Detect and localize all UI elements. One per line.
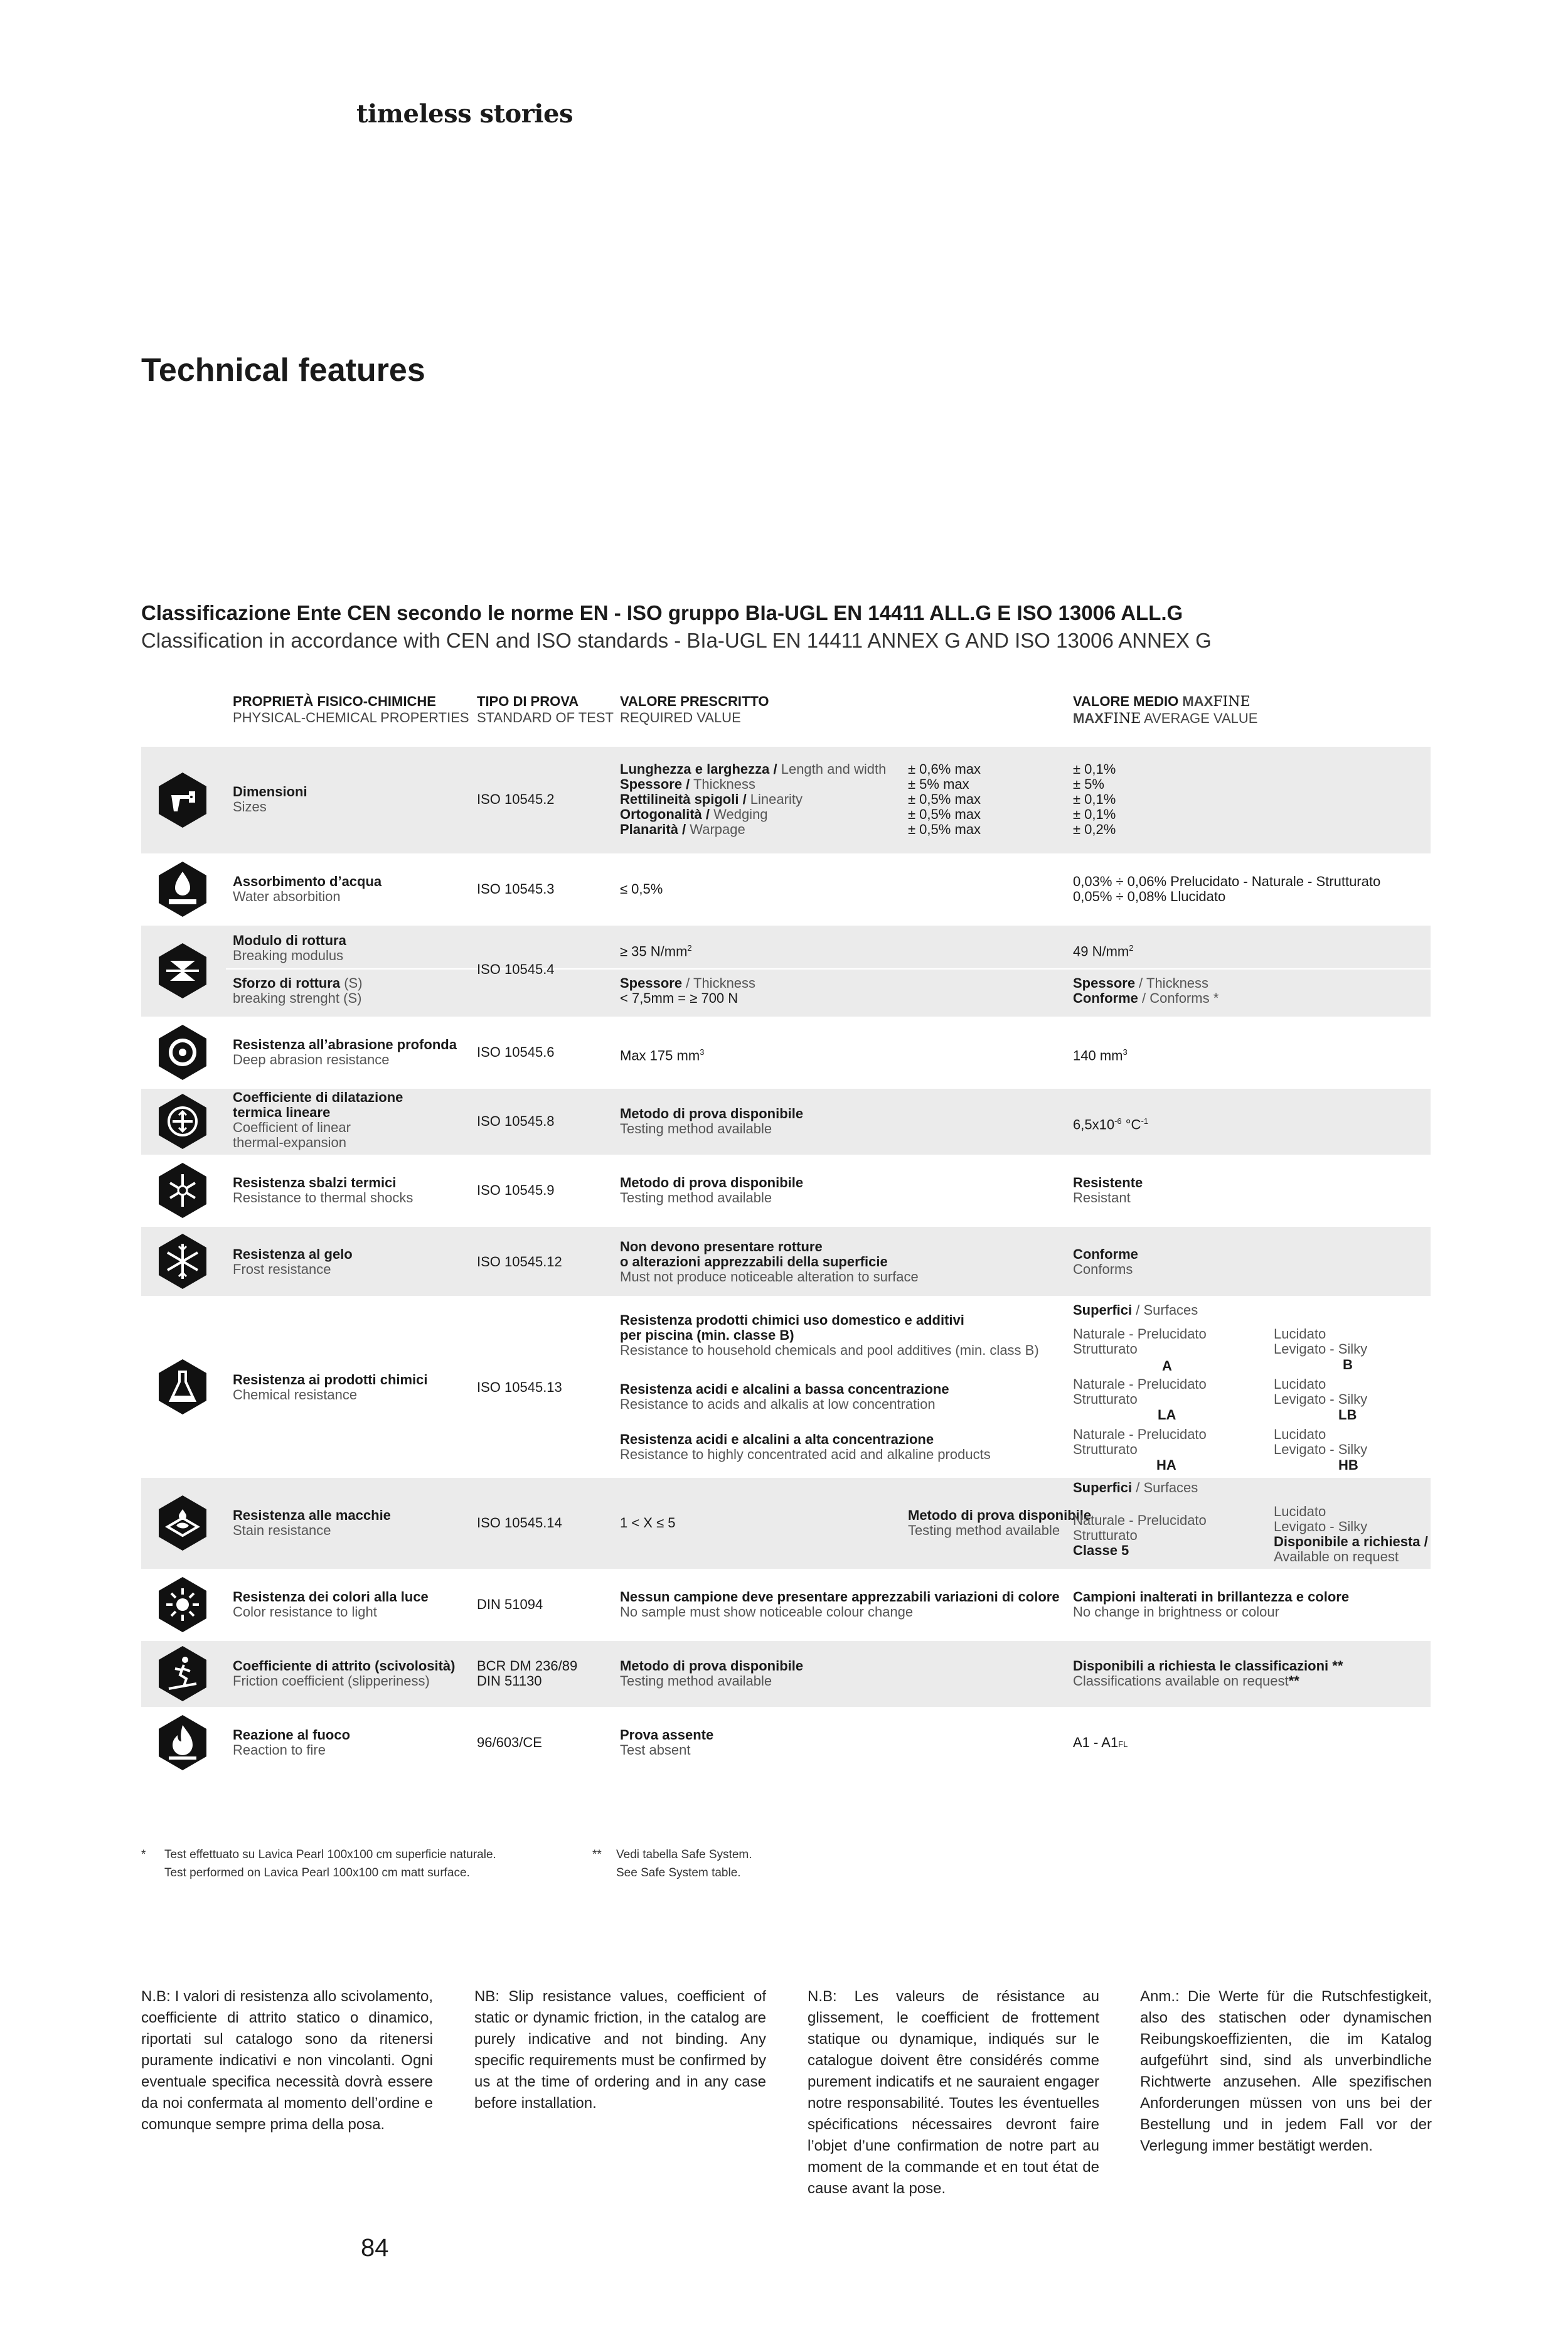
thermal-name-en-2: thermal-expansion bbox=[233, 1135, 346, 1150]
chem-g2-left-cls: HA bbox=[1156, 1457, 1176, 1473]
thermal-name-it-1: Coefficiente di dilatazione bbox=[233, 1089, 403, 1105]
header-test-en: STANDARD OF TEST bbox=[477, 710, 614, 725]
stain-left1: Naturale - Prelucidato bbox=[1073, 1512, 1207, 1528]
fire-req-en: Test absent bbox=[620, 1742, 691, 1758]
chem-g0-right2: Levigato - Silky bbox=[1274, 1341, 1368, 1357]
stain-right4: Available on request bbox=[1274, 1549, 1399, 1564]
break-name-en: Breaking modulus bbox=[233, 948, 344, 963]
stain-right1: Lucidato bbox=[1274, 1504, 1326, 1519]
chem-g0-left2: Strutturato bbox=[1073, 1341, 1138, 1357]
break-test: ISO 10545.4 bbox=[477, 961, 555, 977]
abr-req-sup: 3 bbox=[700, 1047, 705, 1057]
dim-req-4: ± 0,5% max bbox=[908, 821, 981, 837]
dim-average-values bbox=[1073, 762, 1116, 837]
abr-avg: 140 mm bbox=[1073, 1047, 1123, 1064]
dim-req-3: ± 0,5% max bbox=[908, 806, 981, 822]
row-divider bbox=[226, 968, 1431, 970]
header-average-en: AVERAGE VALUE bbox=[1144, 710, 1258, 726]
fire-name-en: Reaction to fire bbox=[233, 1742, 326, 1758]
dim-line-0-it: Lunghezza e larghezza / bbox=[620, 761, 777, 777]
chem-g1-right1: Lucidato bbox=[1274, 1376, 1326, 1392]
break-avg-2b-en: / Conforms * bbox=[1138, 990, 1219, 1006]
chem-g0-it1: Resistenza prodotti chimici uso domestico e additivi bbox=[620, 1312, 964, 1328]
chem-g2-left1: Naturale - Prelucidato bbox=[1073, 1426, 1207, 1442]
frost-name-it: Resistenza al gelo bbox=[233, 1246, 353, 1262]
stain-test: ISO 10545.14 bbox=[477, 1515, 562, 1531]
stain-name-en: Stain resistance bbox=[233, 1522, 331, 1538]
caliper-icon bbox=[157, 771, 208, 829]
chem-g1-right-cls: LB bbox=[1338, 1407, 1357, 1423]
brand-logo: timeless stories bbox=[356, 99, 573, 129]
footnote-2-it: Vedi tabella Safe System. bbox=[616, 1848, 752, 1861]
dim-req-0: ± 0,6% max bbox=[908, 761, 981, 777]
chem-g0-right-cls: B bbox=[1343, 1357, 1353, 1372]
snowflake-icon bbox=[157, 1232, 208, 1290]
chem-surf-it: Superfici bbox=[1073, 1302, 1133, 1318]
light-req-en: No sample must show noticeable colour change bbox=[620, 1604, 914, 1620]
row-fire-reaction bbox=[141, 1710, 1431, 1776]
break-name2-s2: (S) bbox=[339, 990, 362, 1006]
frost-avg-it: Conforme bbox=[1073, 1246, 1138, 1262]
chem-g1-left-cls: LA bbox=[1158, 1407, 1176, 1423]
classification-en: Classification in accordance with CEN and ISO standards - BIa-UGL EN 14411 ANNEX G AND ISO 13006 ANNEX G bbox=[141, 629, 1212, 652]
stain-req: 1 < X ≤ 5 bbox=[620, 1515, 676, 1531]
footnote-1-mark: * bbox=[141, 1848, 146, 1861]
dim-line-2-it: Rettilineità spigoli / bbox=[620, 791, 747, 807]
water-drop-icon bbox=[157, 860, 208, 918]
fire-name-it: Reazione al fuoco bbox=[233, 1727, 351, 1743]
abr-name-en: Deep abrasion resistance bbox=[233, 1052, 390, 1067]
abrasion-wheel-icon bbox=[157, 1024, 208, 1081]
shock-req-it: Metodo di prova disponibile bbox=[620, 1175, 804, 1190]
shock-avg-it: Resistente bbox=[1073, 1175, 1143, 1190]
dim-avg-2: ± 0,1% bbox=[1073, 791, 1116, 807]
header-properties bbox=[233, 693, 469, 726]
break-avg-2b-it: Conforme bbox=[1073, 990, 1138, 1006]
break-req-1-sup: 2 bbox=[687, 943, 692, 953]
classification-it: Classificazione Ente CEN secondo le norme EN - ISO gruppo BIa-UGL EN 14411 ALL.G E ISO 13006 ALL.G bbox=[141, 601, 1183, 624]
row-stain-resistance bbox=[141, 1478, 1431, 1569]
break-name2-en: breaking strenght bbox=[233, 990, 339, 1006]
abr-test: ISO 10545.6 bbox=[477, 1044, 555, 1060]
light-avg-it: Campioni inalterati in brillantezza e colore bbox=[1073, 1589, 1350, 1605]
stain-right2: Levigato - Silky bbox=[1274, 1519, 1368, 1534]
frost-req-it-1: Non devono presentare rotture bbox=[620, 1239, 823, 1254]
shock-name-it: Resistenza sbalzi termici bbox=[233, 1175, 397, 1190]
header-required-it: VALORE PRESCRITTO bbox=[620, 693, 769, 709]
dim-line-1-en: Thickness bbox=[690, 776, 756, 792]
light-avg-en: No change in brightness or colour bbox=[1073, 1604, 1279, 1620]
dim-name-en: Sizes bbox=[233, 799, 267, 815]
dim-req-1: ± 5% max bbox=[908, 776, 969, 792]
flask-icon bbox=[157, 1358, 208, 1416]
light-req-it: Nessun campione deve presentare apprezzabili variazioni di colore bbox=[620, 1589, 1060, 1605]
chem-g2-en: Resistance to highly concentrated acid and alkaline products bbox=[620, 1446, 991, 1462]
brand-max: MAX bbox=[1182, 693, 1213, 709]
note-german: Anm.: Die Werte für die Rutschfestigkeit, also des statischen oder dynamischen Reibungskoeffizienten, die im Katalog aufgeführt sind, sind als unverbindliche Richtwerte anzusehen. Alle spezifischen Anforderungen müssen von uns bei der Bestellung und in jedem Fall vor der Verlegung immer bestätigt werden. bbox=[1140, 1988, 1432, 2154]
stain-right3: Disponibile a richiesta / bbox=[1274, 1534, 1428, 1549]
break-req-2-en: / Thickness bbox=[682, 975, 756, 991]
brand-fine-2: FINE bbox=[1103, 711, 1141, 727]
header-required-en: REQUIRED VALUE bbox=[620, 710, 741, 725]
chem-g1-left2: Strutturato bbox=[1073, 1391, 1138, 1407]
light-test: DIN 51094 bbox=[477, 1596, 543, 1612]
sun-icon bbox=[157, 1576, 208, 1633]
shock-avg-en: Resistant bbox=[1073, 1190, 1131, 1205]
thermal-name-it-2: termica lineare bbox=[233, 1104, 331, 1120]
header-average bbox=[1073, 693, 1257, 727]
header-properties-en: PHYSICAL-CHEMICAL PROPERTIES bbox=[233, 710, 469, 725]
slip-person-icon bbox=[157, 1645, 208, 1703]
fire-avg: A1 - A1 bbox=[1073, 1735, 1119, 1750]
break-avg-1-sup: 2 bbox=[1129, 943, 1134, 953]
footnote-1 bbox=[164, 1846, 496, 1882]
dim-required-values bbox=[908, 762, 981, 837]
dim-avg-4: ± 0,2% bbox=[1073, 821, 1116, 837]
thermal-req-en: Testing method available bbox=[620, 1121, 772, 1136]
row-frost-resistance bbox=[141, 1227, 1431, 1296]
break-req-2-val: < 7,5mm = ≥ 700 N bbox=[620, 990, 739, 1006]
shock-name-en: Resistance to thermal shocks bbox=[233, 1190, 413, 1205]
water-test: ISO 10545.3 bbox=[477, 881, 555, 897]
chem-g0-left1: Naturale - Prelucidato bbox=[1073, 1326, 1207, 1342]
water-avg-2: 0,05% ÷ 0,08% Llucidato bbox=[1073, 889, 1226, 904]
note-french: N.B: Les valeurs de résistance au glissement, le coefficient de frottement statique ou dynamique, indiqués sur le catalogue doivent être considérés comme purement indicatifs et ne sauraient engager notre responsabilité. Toutes les éventuelles spécifications nécessaires devront faire l’objet d’une confirmation de notre part au moment de la commande et en tout état de cause avant la pose. bbox=[808, 1988, 1099, 2197]
chem-test: ISO 10545.13 bbox=[477, 1379, 562, 1395]
thermal-avg-sup2: -1 bbox=[1141, 1116, 1148, 1126]
water-name-en: Water absorbition bbox=[233, 889, 341, 904]
header-required bbox=[620, 693, 769, 726]
footnote-1-it: Test effettuato su Lavica Pearl 100x100 cm superficie naturale. bbox=[164, 1848, 496, 1861]
chem-surf-en: / Surfaces bbox=[1132, 1302, 1198, 1318]
chem-name-it: Resistenza ai prodotti chimici bbox=[233, 1372, 428, 1387]
chem-g1-en: Resistance to acids and alkalis at low concentration bbox=[620, 1396, 936, 1412]
stain-name-it: Resistenza alle macchie bbox=[233, 1507, 391, 1523]
note-italian: N.B: I valori di resistenza allo scivolamento, coefficiente di attrito statico o dinamico, riportati sul catalogo sono da ritenersi puramente indicativi e non vincolanti. Ogni eventuale specifica necessità dovrà essere da noi confermata al momento dell’ordine e comunque sempre prima della posa. bbox=[141, 1988, 433, 2133]
pressure-icon bbox=[157, 942, 208, 1000]
dim-line-4-en: Warpage bbox=[686, 821, 745, 837]
header-properties-it: PROPRIETÀ FISICO-CHIMICHE bbox=[233, 693, 436, 709]
abr-name-it: Resistenza all’abrasione profonda bbox=[233, 1037, 457, 1052]
friction-test-2: DIN 51130 bbox=[477, 1673, 542, 1689]
stain-left2: Strutturato bbox=[1073, 1527, 1138, 1543]
fire-test: 96/603/CE bbox=[477, 1735, 542, 1750]
stain-surf-en: / Surfaces bbox=[1132, 1480, 1198, 1495]
row-deep-abrasion bbox=[141, 1020, 1431, 1086]
thermal-avg: 6,5x10 bbox=[1073, 1116, 1115, 1133]
chem-g0-it2: per piscina (min. classe B) bbox=[620, 1327, 794, 1343]
header-average-it: VALORE MEDIO bbox=[1073, 693, 1179, 709]
light-name-it: Resistenza dei colori alla luce bbox=[233, 1589, 429, 1605]
row-friction-coefficient bbox=[141, 1641, 1431, 1707]
page-number: 84 bbox=[361, 2234, 389, 2262]
thermal-expansion-icon bbox=[157, 1093, 208, 1150]
row-breaking-modulus bbox=[141, 926, 1431, 1017]
break-name-it: Modulo di rottura bbox=[233, 933, 346, 948]
brand-max-2: MAX bbox=[1073, 710, 1104, 726]
dim-avg-1: ± 5% bbox=[1073, 776, 1104, 792]
dim-line-2-en: Linearity bbox=[746, 791, 803, 807]
stain-icon bbox=[157, 1494, 208, 1552]
water-name-it: Assorbimento d’acqua bbox=[233, 874, 382, 889]
frost-name-en: Frost resistance bbox=[233, 1261, 331, 1277]
chem-g2-right2: Levigato - Silky bbox=[1274, 1441, 1368, 1457]
note-english: NB: Slip resistance values, coefficient of static or dynamic friction, in the catalog are purely indicative and not binding. Any specific requirements must be confirmed by us at the time of ordering and in any case before installation. bbox=[474, 1988, 766, 2112]
dim-line-4-it: Planarità / bbox=[620, 821, 686, 837]
row-thermal-shock bbox=[141, 1158, 1431, 1224]
header-test bbox=[477, 693, 614, 726]
dim-req-2: ± 0,5% max bbox=[908, 791, 981, 807]
friction-req-en: Testing method available bbox=[620, 1673, 772, 1689]
dim-name-it: Dimensioni bbox=[233, 784, 307, 799]
friction-avg-en: Classifications available on request bbox=[1073, 1673, 1289, 1689]
row-light-resistance bbox=[141, 1572, 1431, 1638]
friction-req-it: Metodo di prova disponibile bbox=[620, 1658, 804, 1674]
thermal-shock-icon bbox=[157, 1162, 208, 1219]
frost-test: ISO 10545.12 bbox=[477, 1254, 562, 1270]
break-avg-2-it: Spessore bbox=[1073, 975, 1136, 991]
friction-name-it: Coefficiente di attrito (scivolosità) bbox=[233, 1658, 456, 1674]
chem-g2-it1: Resistenza acidi e alcalini a alta concentrazione bbox=[620, 1431, 934, 1447]
header-test-it: TIPO DI PROVA bbox=[477, 693, 579, 709]
frost-avg-en: Conforms bbox=[1073, 1261, 1133, 1277]
chem-g0-left-cls: A bbox=[1162, 1358, 1172, 1374]
chem-g2-right-cls: HB bbox=[1338, 1457, 1358, 1473]
chem-g2-right1: Lucidato bbox=[1274, 1426, 1326, 1442]
chem-g1-right2: Levigato - Silky bbox=[1274, 1391, 1368, 1407]
friction-test-1: BCR DM 236/89 bbox=[477, 1658, 578, 1674]
row-chemical-resistance bbox=[141, 1299, 1431, 1475]
stain-req2-it: Metodo di prova disponibile bbox=[908, 1507, 1092, 1523]
break-name2-s: (S) bbox=[340, 975, 363, 991]
water-required: ≤ 0,5% bbox=[620, 881, 663, 897]
brand-fine: FINE bbox=[1213, 694, 1251, 710]
thermal-req-it: Metodo di prova disponibile bbox=[620, 1106, 804, 1121]
stain-surf-it: Superfici bbox=[1073, 1480, 1133, 1495]
dim-required-labels bbox=[620, 762, 886, 837]
dim-line-0-en: Length and width bbox=[777, 761, 887, 777]
break-avg-1: 49 N/mm bbox=[1073, 943, 1129, 960]
dim-avg-3: ± 0,1% bbox=[1073, 806, 1116, 822]
light-name-en: Color resistance to light bbox=[233, 1604, 377, 1620]
chem-g1-left1: Naturale - Prelucidato bbox=[1073, 1376, 1207, 1392]
friction-avg-it: Disponibili a richiesta le classificazioni ** bbox=[1073, 1658, 1343, 1674]
thermal-avg-sup: -6 bbox=[1114, 1116, 1122, 1126]
frost-req-it-2: o alterazioni apprezzabili della superficie bbox=[620, 1254, 888, 1270]
chem-g2-left2: Strutturato bbox=[1073, 1441, 1138, 1457]
stain-left3: Classe 5 bbox=[1073, 1542, 1129, 1558]
stain-req2-en: Testing method available bbox=[908, 1522, 1060, 1538]
thermal-avg-unit: °C bbox=[1121, 1116, 1141, 1133]
shock-test: ISO 10545.9 bbox=[477, 1182, 555, 1198]
shock-req-en: Testing method available bbox=[620, 1190, 772, 1205]
friction-name-en: Friction coefficient (slipperiness) bbox=[233, 1673, 430, 1689]
page-title: Technical features bbox=[141, 352, 425, 388]
friction-avg-en-b: ** bbox=[1288, 1673, 1299, 1689]
frost-req-en: Must not produce noticeable alteration to surface bbox=[620, 1269, 919, 1285]
break-req-1: ≥ 35 N/mm bbox=[620, 943, 688, 960]
footnote-1-en: Test performed on Lavica Pearl 100x100 cm matt surface. bbox=[164, 1866, 470, 1879]
footnote-2-en: See Safe System table. bbox=[616, 1866, 741, 1879]
dim-line-3-en: Wedging bbox=[710, 806, 768, 822]
fire-avg-sub: FL bbox=[1118, 1740, 1128, 1749]
break-name2-it: Sforzo di rottura bbox=[233, 975, 341, 991]
chem-g0-en: Resistance to household chemicals and pool additives (min. class B) bbox=[620, 1342, 1039, 1358]
row-thermal-expansion bbox=[141, 1089, 1431, 1155]
abr-req: Max 175 mm bbox=[620, 1047, 700, 1064]
footnote-2 bbox=[616, 1846, 752, 1882]
chem-g1-it1: Resistenza acidi e alcalini a bassa concentrazione bbox=[620, 1381, 949, 1397]
dim-avg-0: ± 0,1% bbox=[1073, 761, 1116, 777]
dim-line-1-it: Spessore / bbox=[620, 776, 690, 792]
abr-avg-sup: 3 bbox=[1123, 1047, 1128, 1057]
fire-icon bbox=[157, 1714, 208, 1772]
dim-test: ISO 10545.2 bbox=[477, 791, 555, 807]
fire-req-it: Prova assente bbox=[620, 1727, 714, 1743]
dim-line-3-it: Ortogonalità / bbox=[620, 806, 710, 822]
row-dimensions bbox=[141, 747, 1431, 853]
break-req-2-it: Spessore bbox=[620, 975, 683, 991]
thermal-name-en-1: Coefficient of linear bbox=[233, 1120, 351, 1135]
thermal-test: ISO 10545.8 bbox=[477, 1113, 555, 1129]
chem-g0-right1: Lucidato bbox=[1274, 1326, 1326, 1342]
footnote-2-mark: ** bbox=[592, 1848, 602, 1861]
row-water-absorption bbox=[141, 857, 1431, 922]
break-avg-2-en: / Thickness bbox=[1135, 975, 1209, 991]
chem-name-en: Chemical resistance bbox=[233, 1387, 358, 1403]
water-avg-1: 0,03% ÷ 0,06% Prelucidato - Naturale - Strutturato bbox=[1073, 874, 1381, 889]
